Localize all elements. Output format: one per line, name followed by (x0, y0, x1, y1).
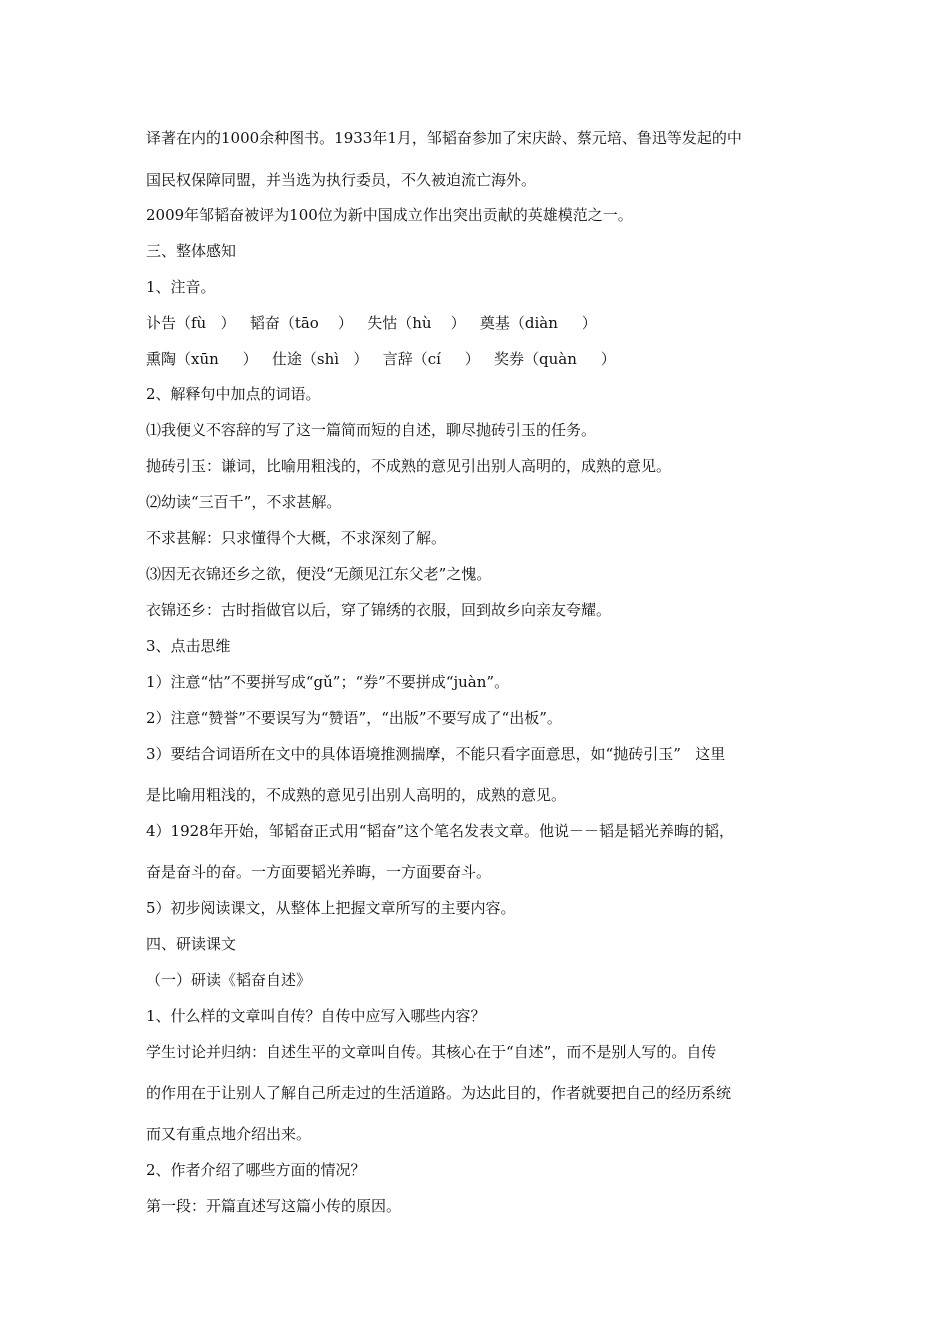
section-heading: 四、研读课文 (146, 935, 237, 953)
text-line: 2、解释句中加点的词语。 (146, 385, 321, 403)
subsection-heading: （一）研读《韬奋自述》 (146, 971, 312, 989)
text-line: 不求甚解：只求懂得个大概，不求深刻了解。 (146, 529, 447, 547)
text-line: ⑵幼读“三百千”，不求甚解。 (146, 493, 342, 511)
text-line: 的作用在于让别人了解自己所走过的生活道路。为达此目的，作者就要把自己的经历系统 (146, 1084, 732, 1102)
text-line: 国民权保障同盟，并当选为执行委员，不久被迫流亡海外。 (146, 171, 537, 189)
text-line: 1、注音。 (146, 278, 216, 296)
text-line: 奋是奋斗的奋。一方面要韬光养晦，一方面要奋斗。 (146, 863, 492, 881)
text-line: 而又有重点地介绍出来。 (146, 1125, 312, 1143)
text-line: 2）注意“赞誉”不要误写为“赞语”，“出版”不要写成了“出板”。 (146, 709, 562, 727)
text-line: 是比喻用粗浅的，不成熟的意见引出别人高明的，成熟的意见。 (146, 786, 567, 804)
section-heading: 三、整体感知 (146, 242, 237, 260)
text-line: 讣告（fù ） 韬奋（tāo ） 失怙（hù ） 奠基（diàn ） (146, 314, 597, 332)
text-line: 第一段：开篇直述写这篇小传的原因。 (146, 1197, 402, 1215)
text-line: 4）1928年开始，邹韬奋正式用“韬奋”这个笔名发表文章。他说－－韬是韬光养晦的韬， (146, 822, 735, 840)
text-line: 2009年邹韬奋被评为100位为新中国成立作出突出贡献的英雄模范之一。 (146, 206, 633, 224)
text-line: 衣锦还乡：古时指做官以后，穿了锦绣的衣服，回到故乡向亲友夸耀。 (146, 601, 612, 619)
text-line: 抛砖引玉：谦词，比喻用粗浅的，不成熟的意见引出别人高明的，成熟的意见。 (146, 457, 672, 475)
text-line: 2、作者介绍了哪些方面的情况？ (146, 1161, 366, 1179)
text-line: 熏陶（xūn ） 仕途（shì ） 言辞（cí ） 奖券（quàn ） (146, 350, 616, 368)
text-line: 3、点击思维 (146, 637, 231, 655)
text-line: ⑴我便义不容辞的写了这一篇简而短的自述，聊尽抛砖引玉的任务。 (146, 421, 597, 439)
text-line: ⑶因无衣锦还乡之欲，便没“无颜见江东父老”之愧。 (146, 565, 492, 583)
text-line: 1）注意“怙”不要拼写成“gǔ”；“券”不要拼成“juàn”。 (146, 673, 510, 691)
text-line: 1、什么样的文章叫自传？自传中应写入哪些内容？ (146, 1007, 486, 1025)
text-line: 3）要结合词语所在文中的具体语境推测揣摩，不能只看字面意思，如“抛砖引玉” 这里 (146, 745, 726, 763)
text-line: 5）初步阅读课文，从整体上把握文章所写的主要内容。 (146, 899, 516, 917)
text-line: 学生讨论并归纳：自述生平的文章叫自传。其核心在于“自述”，而不是别人写的。自传 (146, 1043, 717, 1061)
text-line: 译著在内的1000余种图书。1933年1月，邹韬奋参加了宋庆龄、蔡元培、鲁迅等发起的中 (146, 129, 742, 147)
